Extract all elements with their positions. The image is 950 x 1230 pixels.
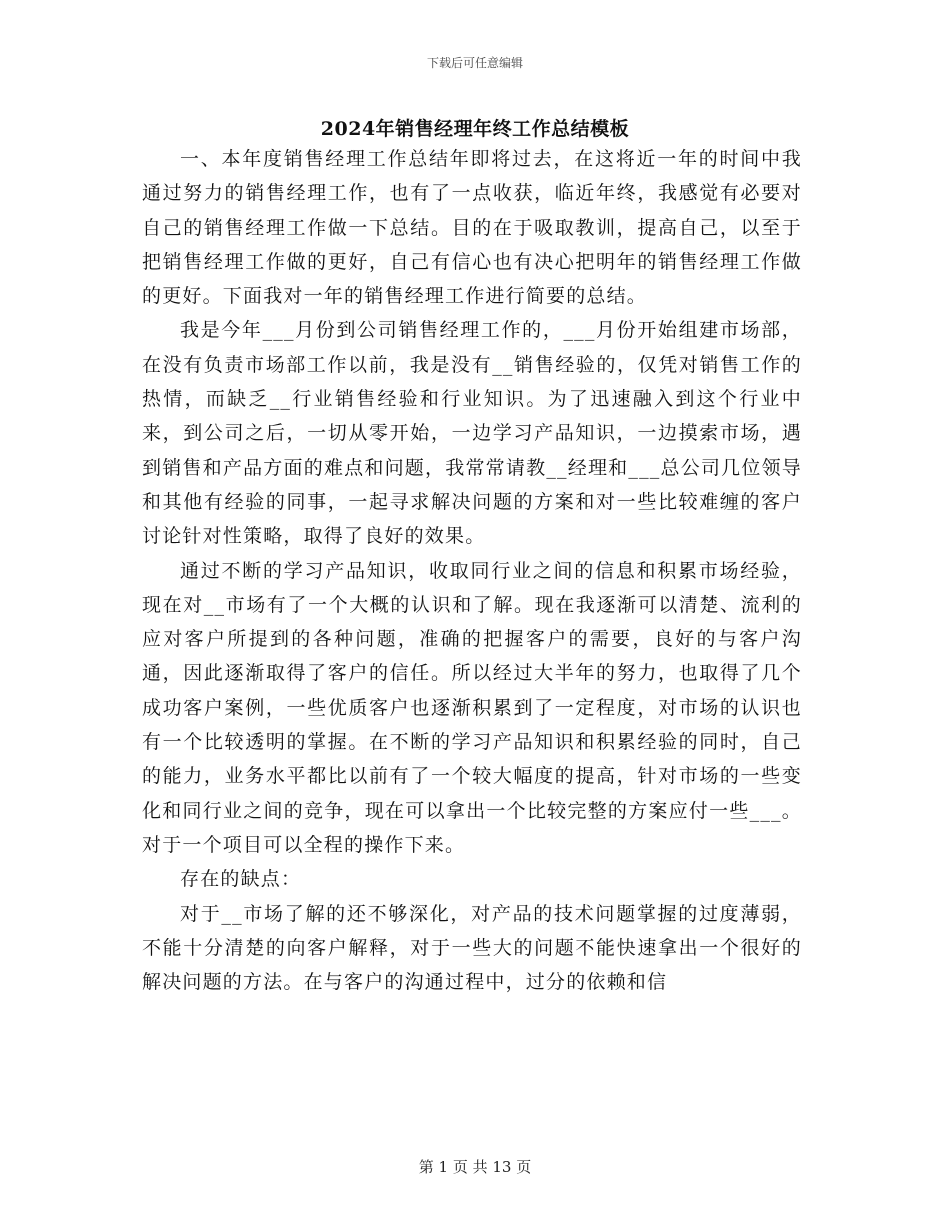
paragraph-intro: 一、本年度销售经理工作总结年即将过去，在这将近一年的时间中我通过努力的销售经理工作，也有了一点收获，临近年终，我感觉有必要对自己的销售经理工作做一下总结。目的在于吸取教训，提高自己，以至于把销售经理工作做的更好，自己有信心也有决心把明年的销售经理工作做的更好。下面我对一年的销售经理工作进行简要的总结。 [142,148,802,308]
document-title: 2024年销售经理年终工作总结模板 [320,118,630,140]
paragraph-experience: 我是今年___月份到公司销售经理工作的，___月份开始组建市场部，在没有负责市场部工作以前，我是没有__销售经验的，仅凭对销售工作的热情，而缺乏__行业销售经验和行业知识。为了迅速融入到这个行业中来，到公司之后，一切从零开始，一边学习产品知识，一边摸索市场，遇到销售和产品方面的难点和问题，我常常请教__经理和___总公司几位领导和其他有经验的同事，一起寻求解决问题的方案和对一些比较难缠的客户讨论针对性策略，取得了良好的效果。 [142,319,802,548]
paragraph-shortcomings-heading: 存在的缺点： [180,868,302,891]
paragraph-progress: 通过不断的学习产品知识，收取同行业之间的信息和积累市场经验，现在对__市场有了一个大概的认识和了解。现在我逐渐可以清楚、流利的应对客户所提到的各种问题，准确的把握客户的需要，良好的与客户沟通，因此逐渐取得了客户的信任。所以经过大半年的努力，也取得了几个成功客户案例，一些优质客户也逐渐积累到了一定程度，对市场的认识也有一个比较透明的掌握。在不断的学习产品知识和积累经验的同时，自己的能力，业务水平都比以前有了一个较大幅度的提高，针对市场的一些变化和同行业之间的竞争，现在可以拿出一个比较完整的方案应付一些___。对于一个项目可以全程的操作下来。 [142,559,802,856]
page-header-note: 下载后可任意编辑 [426,56,523,70]
page-number: 第 1 页 共 13 页 [418,1158,532,1176]
document-body [142,142,802,999]
paragraph-shortcomings: 对于__市场了解的还不够深化，对产品的技术问题掌握的过度薄弱，不能十分清楚的向客户解释，对于一些大的问题不能快速拿出一个很好的解决问题的方法。在与客户的沟通过程中，过分的依赖和信 [142,902,802,994]
